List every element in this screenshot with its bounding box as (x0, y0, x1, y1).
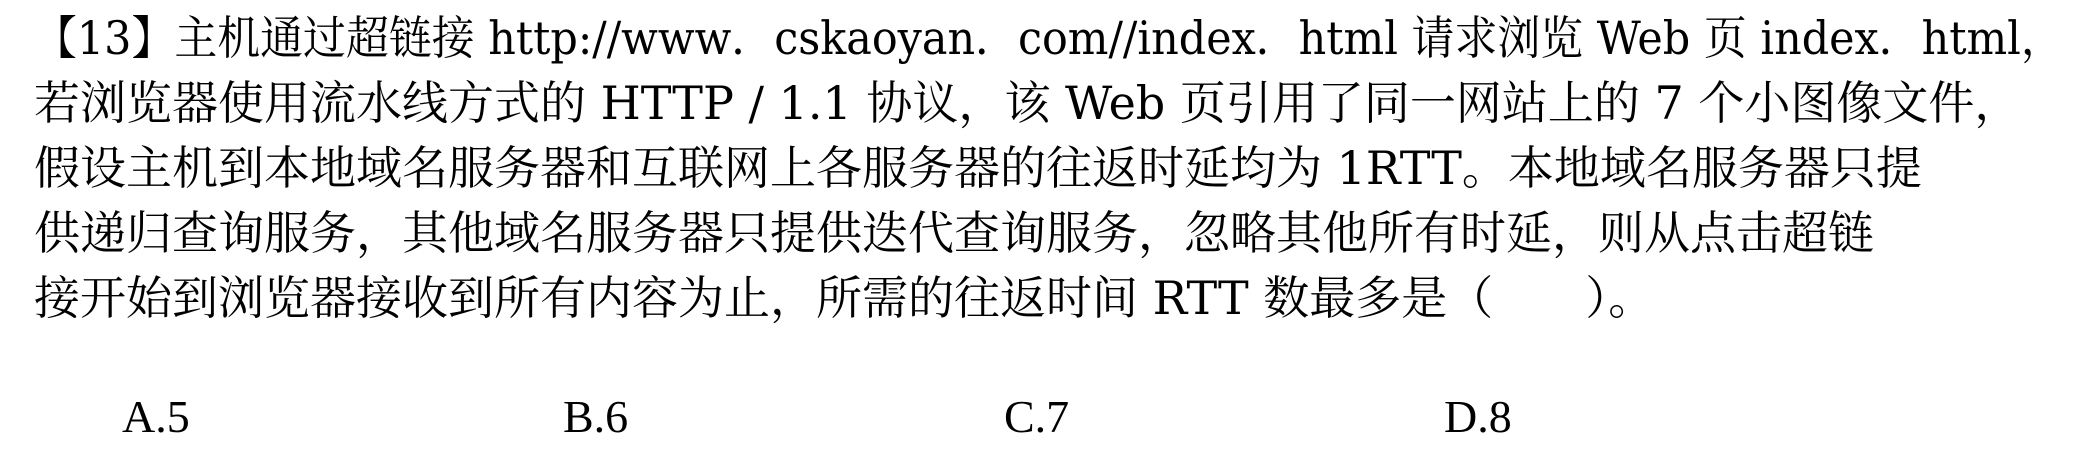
question-line-3: 假设主机到本地域名服务器和互联网上各服务器的往返时延均为 1RTT。本地域名服务器只提 (34, 141, 1922, 195)
answer-options (0, 390, 2081, 450)
question-text (34, 6, 2064, 331)
option-c[interactable]: C.7 (1004, 391, 1070, 442)
option-b[interactable]: B.6 (563, 391, 629, 442)
question-line-5: 接开始到浏览器接收到所有内容为止，所需的往返时间 RTT 数最多是（ ）。 (34, 271, 1655, 325)
question-line-2: 若浏览器使用流水线方式的 HTTP / 1.1 协议，该 Web 页引用了同一网站上的 7 个小图像文件， (34, 76, 2021, 130)
question-line-4: 供递归查询服务，其他域名服务器只提供迭代查询服务，忽略其他所有时延，则从点击超链 (34, 206, 1874, 260)
question-line-1: 【13】主机通过超链接 http://www．cskaoyan．com//index．html 请求浏览 Web 页 index．html， (34, 11, 2064, 65)
option-a[interactable]: A.5 (122, 391, 190, 442)
option-d[interactable]: D.8 (1444, 391, 1512, 442)
